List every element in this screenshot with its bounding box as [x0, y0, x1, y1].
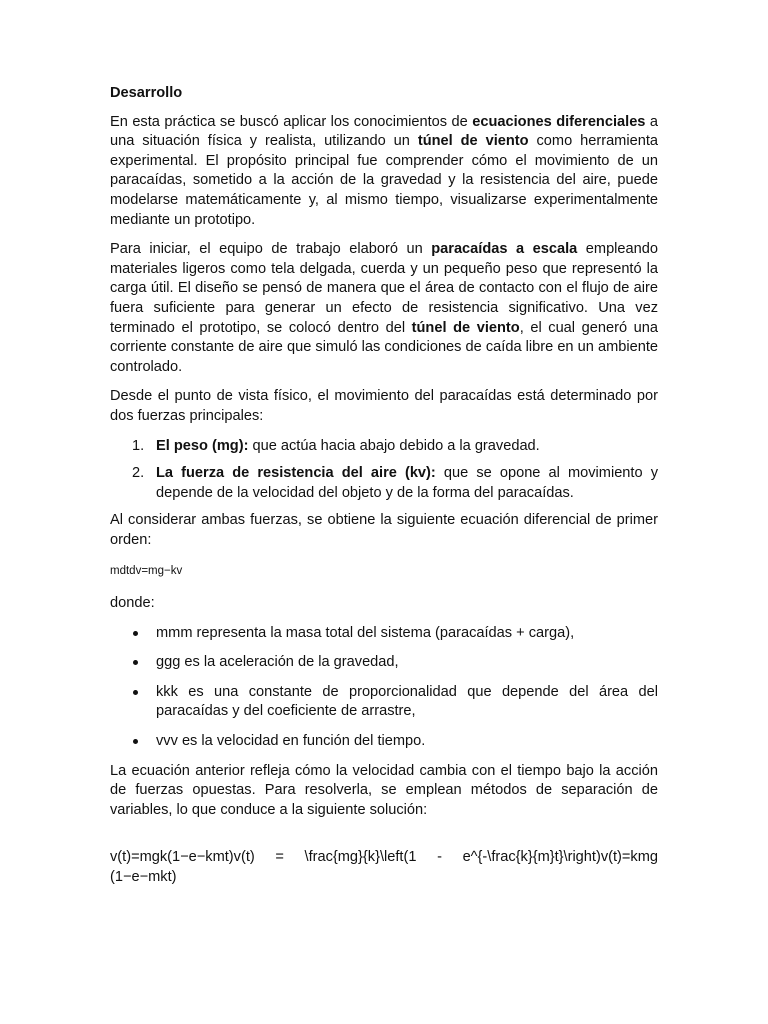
section-heading: Desarrollo	[110, 85, 183, 101]
list-item-force-drag	[110, 464, 658, 503]
paragraph-intro-text-c: a una situación física y realista, utilizando un	[110, 113, 659, 150]
paragraph-forces-intro: Desde el punto de vista físico, el movimiento del paracaídas está determinado por dos fuerzas principales:	[110, 388, 658, 424]
variable-text: mmm representa la masa total del sistema (paracaídas + carga),	[156, 624, 575, 641]
bullet-icon	[133, 631, 138, 636]
paragraph-prototype	[110, 240, 658, 377]
list-item-force-weight	[110, 437, 658, 457]
differential-equation: mdtdv=mg−kv	[110, 565, 183, 578]
list-item-variable	[110, 653, 658, 673]
list-number: 1.	[132, 437, 145, 454]
paragraph-donde: donde:	[110, 595, 155, 612]
bullet-icon	[133, 739, 138, 744]
force-label: El peso (mg):	[156, 437, 249, 454]
variable-text: ggg es la aceleración de la gravedad,	[156, 654, 399, 671]
paragraph-intro-text-e: como herramienta experimental. El propósito principal fue comprender cómo el movimiento de un paracaídas, sometido a la acción de la gravedad y la resistencia del aire, puede modelarse matemáticamente y, al mismo tiempo, visualizarse experimentalmente mediante un prototipo.	[110, 133, 658, 228]
paragraph-intro-text-a: En esta práctica se buscó aplicar los conocimientos de	[110, 113, 473, 130]
bold-tunel-de-viento: túnel de viento	[417, 133, 529, 150]
document-page	[110, 84, 658, 898]
paragraph-equation-intro: Al considerar ambas fuerzas, se obtiene la siguiente ecuación diferencial de primer orden:	[110, 512, 658, 548]
bold-ecuaciones-diferenciales: ecuaciones diferenciales	[472, 113, 646, 130]
bold-paracaidas-a-escala: paracaídas a escala	[431, 241, 578, 258]
paragraph-intro	[110, 113, 658, 231]
variable-text: kkk es una constante de proporcionalidad que depende del área del paracaídas y del coeficiente de arrastre,	[156, 683, 658, 720]
force-label: La fuerza de resistencia del aire (kv):	[156, 465, 436, 482]
paragraph-solution-intro: La ecuación anterior refleja cómo la velocidad cambia con el tiempo bajo la acción de fuerzas opuestas. Para resolverla, se emplean métodos de separación de variables, lo que conduce a la siguiente solución:	[110, 762, 658, 818]
variables-list	[110, 624, 658, 752]
solution-equation: v(t)=mgk(1−e−kmt)v(t) = \frac{mg}{k}\left(1 - e^{-\frac{k}{m}t}\right)v(t)=kmg (1−e−mkt)	[110, 849, 658, 885]
forces-list	[110, 437, 658, 504]
list-item-variable	[110, 732, 658, 752]
paragraph-prototype-text-e: , el cual generó una corriente constante de aire que simuló las condiciones de caída libre en un ambiente controlado.	[110, 319, 658, 375]
list-item-variable	[110, 683, 658, 722]
bold-tunel-de-viento-2: túnel de viento	[411, 319, 520, 336]
list-number: 2.	[132, 465, 145, 482]
list-item-variable	[110, 624, 658, 644]
force-description: que se opone al movimiento y depende de la velocidad del objeto y de la forma del paracaídas.	[156, 465, 658, 501]
paragraph-prototype-text-a: Para iniciar, el equipo de trabajo elaboró un	[110, 241, 432, 258]
paragraph-prototype-text-c: empleando materiales ligeros como tela delgada, cuerda y un pequeño peso que representó la carga útil. El diseño se pensó de manera que el área de contacto con el flujo de aire fuera suficiente para generar un efecto de resistencia significativo. Una vez terminado el prototipo, se colocó dentro del	[110, 241, 659, 336]
force-description: que actúa hacia abajo debido a la gravedad.	[248, 437, 540, 454]
bullet-icon	[133, 660, 138, 665]
bullet-icon	[133, 690, 138, 695]
variable-text: vvv es la velocidad en función del tiempo.	[156, 733, 426, 750]
